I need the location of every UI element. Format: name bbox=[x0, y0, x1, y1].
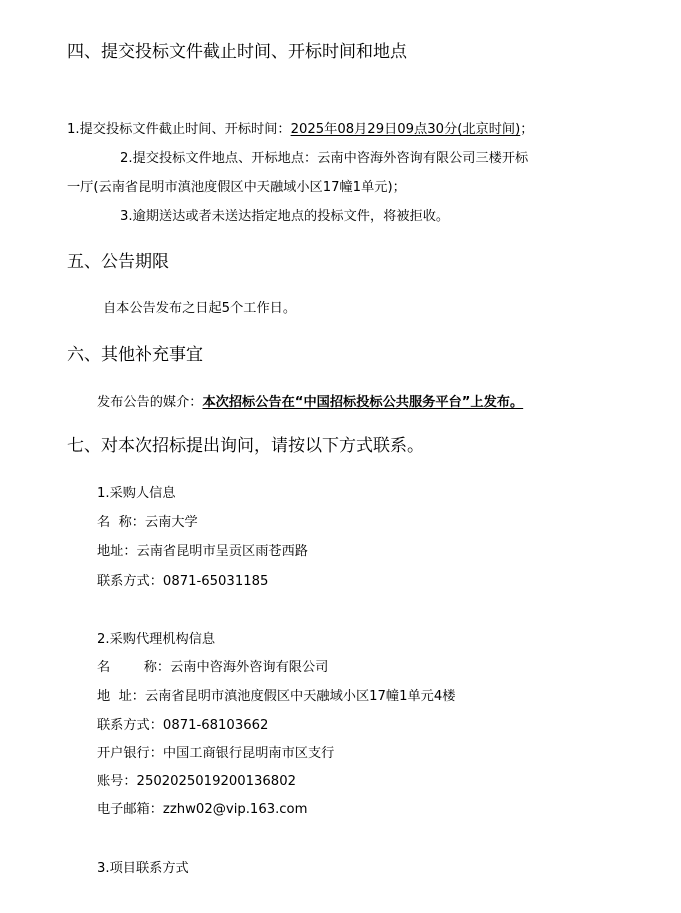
agency-address: 地 址：云南省昆明市滇池度假区中天融域小区17幢1单元4楼 bbox=[97, 689, 456, 704]
agency-account: 账号：2502025019200136802 bbox=[97, 774, 296, 789]
section-5-text: 自本公告发布之日起5个工作日。 bbox=[103, 301, 297, 316]
item-1-label: 1.提交投标文件截止时间、开标时间： bbox=[67, 122, 291, 137]
section-4-heading: 四、提交投标文件截止时间、开标时间和地点 bbox=[67, 42, 407, 62]
section-6-heading: 六、其他补充事宜 bbox=[67, 345, 203, 365]
media-value: 本次招标公告在“中国招标投标公共服务平台”上发布。 bbox=[202, 395, 524, 410]
purchaser-contact: 联系方式：0871-65031185 bbox=[97, 574, 269, 589]
project-contact-title: 3.项目联系方式 bbox=[97, 861, 189, 876]
purchaser-title: 1.采购人信息 bbox=[97, 486, 176, 501]
section-4-item-2-line-2: 一厅(云南省昆明市滇池度假区中天融域小区17幢1单元)； bbox=[67, 180, 406, 195]
section-4-item-3: 3.逾期送达或者未送达指定地点的投标文件，将被拒收。 bbox=[120, 209, 450, 224]
agency-name: 名 称：云南中咨海外咨询有限公司 bbox=[97, 660, 329, 675]
purchaser-name: 名 称：云南大学 bbox=[97, 515, 198, 530]
media-label: 发布公告的媒介： bbox=[97, 395, 203, 410]
agency-email: 电子邮箱：zzhw02@vip.163.com bbox=[97, 802, 308, 817]
agency-bank: 开户银行：中国工商银行昆明南市区支行 bbox=[97, 746, 335, 761]
section-4-item-2-line-1: 2.提交投标文件地点、开标地点：云南中咨海外咨询有限公司三楼开标 bbox=[120, 151, 529, 166]
item-1-end: ； bbox=[520, 122, 534, 137]
section-6-media bbox=[97, 396, 523, 409]
item-1-deadline: 2025年08月29日09点30分(北京时间) bbox=[290, 122, 521, 137]
agency-contact: 联系方式：0871-68103662 bbox=[97, 718, 269, 733]
purchaser-address: 地址：云南省昆明市呈贡区雨苍西路 bbox=[97, 544, 308, 559]
section-5-heading: 五、公告期限 bbox=[67, 252, 169, 272]
agency-title: 2.采购代理机构信息 bbox=[97, 632, 216, 647]
section-7-heading: 七、对本次招标提出询问，请按以下方式联系。 bbox=[67, 436, 424, 456]
section-4-item-1 bbox=[67, 123, 533, 136]
